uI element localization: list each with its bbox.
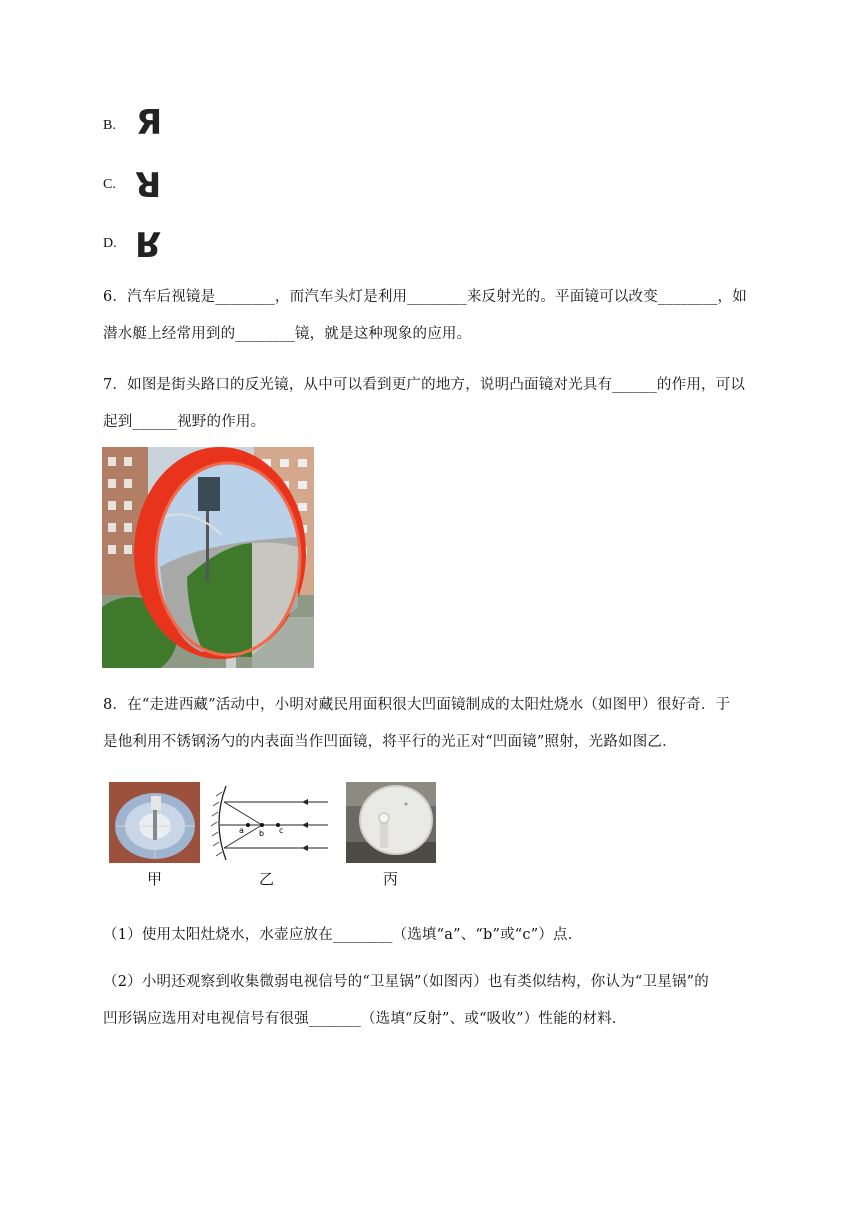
point-b-dot: [260, 823, 264, 827]
question-7-line-1: 7．如图是街头路口的反光镜，从中可以看到更广的地方，说明凸面镜对光具有______的作用，可以: [103, 377, 746, 393]
option-c-label: C.: [103, 177, 116, 192]
question-8-line-2: 是他利用不锈钢汤勺的内表面当作凹面镜，将平行的光正对“凹面镜”照射，光路如图乙．: [103, 734, 677, 750]
option-d-glyph: R: [135, 223, 162, 263]
option-c-glyph: R: [135, 163, 162, 203]
point-a-dot: [246, 823, 250, 827]
option-b-glyph: Я: [136, 103, 163, 143]
question-8-sub-1-text: （1）使用太阳灶烧水，水壶应放在________（选填“a”、“b”或“c”）点．: [103, 927, 583, 943]
question-8-sub-2-line-1: （2）小明还观察到收集微弱电视信号的“卫星锅”（如图丙）也有类似结构，你认为“卫星锅”的: [103, 974, 709, 990]
question-8-sub-2-line-2: 凹形锅应选用对电视信号有很强_______（选填“反射”、或“吸收”）性能的材料．: [103, 1011, 627, 1027]
question-8-sub-2: [103, 964, 709, 1038]
question-7-line-2: 起到______视野的作用。: [103, 414, 266, 430]
question-6-line-2: 潜水艇上经常用到的________镜，就是这种现象的应用。: [103, 326, 472, 342]
point-c-label: c: [279, 826, 284, 835]
satellite-dish-photo: [346, 782, 436, 863]
question-8-line-1: 8．在“走进西藏”活动中，小明对藏民用面积很大凹面镜制成的太阳灶烧水（如图甲）很好奇．于: [103, 697, 731, 713]
question-6: [103, 279, 747, 353]
question-8-sub-1: [103, 917, 582, 954]
convex-mirror-photo: [102, 447, 314, 668]
concave-mirror-ray-diagram: [210, 782, 335, 864]
point-a-label: a: [239, 826, 244, 835]
option-d-label: D.: [103, 236, 117, 251]
point-b-label: b: [259, 829, 265, 838]
figure-jia-caption: 甲: [147, 870, 163, 888]
figure-bing-caption: 丙: [383, 870, 399, 888]
option-b-label: B.: [103, 118, 116, 133]
question-8: [103, 687, 730, 761]
question-6-line-1: 6．汽车后视镜是________，而汽车头灯是利用________来反射光的。平面镜可以改变________，如: [103, 289, 747, 305]
question-7: [103, 367, 745, 441]
solar-cooker-photo: [109, 782, 200, 863]
figure-yi-caption: 乙: [259, 870, 275, 888]
